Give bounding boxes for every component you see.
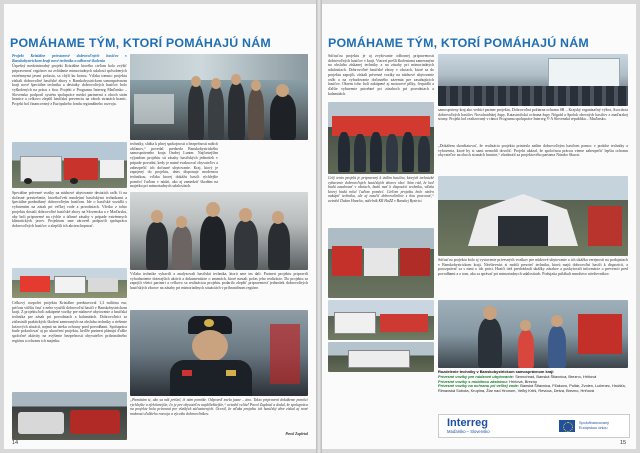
photo-vehicles-1 — [12, 142, 127, 188]
photo-vehicles-2 — [12, 392, 127, 440]
right-col2-text: samosprávny kraj ako vedúci partner projektu, Dobrovoľná požiarna ochrana SR – Krajský organizačný výbor, Asociácia dobrovoľných hasičov Novohradskej župy, Katastrofická ochrana župy Nógrád a Spolok obecných hasičov z maďarskej strany. Projekt bol realizovaný v rámci Programu spolupráce Interreg V-A Slovenská republika – Maďarsko. — [438, 108, 628, 122]
left-col2-text2: Vďaka technike vybavili a analyzovali hasičskú technika, ktorú sme im dali. Partneri projektu pripravili vyhodnotenie doterajších aktivít a dokumentácie o zmenách, ktoré nastali počas jeho realizácie. Do projektu sa zapojili všetci partneri a celkovo sa realizáciou projektu podarilo zlepšiť pripravenosť jednotiek dobrovoľných hasičských zborov na zásahy pri mimoriadnych situáciách v prihraničnom regióne. — [130, 272, 308, 291]
photo-firefighter-demo — [438, 300, 628, 368]
left-col3-text — [220, 142, 308, 190]
left-page-title: POMÁHAME TÝM, KTORÍ POMÁHAJÚ NÁM — [10, 36, 271, 50]
caption-signature: Pavol Zapletal — [285, 432, 308, 436]
photo-tent — [438, 176, 628, 256]
interreg-logo: Interreg — [447, 417, 488, 429]
right-col2-text2: „Dokážem skonštatovať, že realizácia projektu priniesla naším dobrovoľným hasičom pomoc v podobe techniky a vybavenia, ktoré by si sami nemohli dovoliť. Projekt ukázal, že spoločnou prácou vieme zabezpečiť lepšiu ochranu obyvateľov na oboch stranách hranice,“ zhodnotil za projektového partnera Nándor Skucsi. — [438, 144, 628, 158]
credits-line3-label: Prívesné vozíky na ochranu pri veľkej vode: — [438, 383, 520, 389]
interreg-subtitle: Maďarsko – Slovensko — [447, 429, 490, 434]
right-page-title: POMÁHAME TÝM, KTORÍ POMÁHAJÚ NÁM — [328, 36, 589, 50]
left-col1-para1: Úspešný medzinárodný projekt Kríziálne ktorého cieľom bolo zvýšiť pripravenosť regiónov na zvládanie mimoriadnych udalostí spôsobených extrémnymi javmi počasia, sa chýli ku koncu. Vďaka tomuto projektu získali dobrovoľné hasičské zbory v Banskobystrickom samosprávnom kraji nové špeciálne technika a desiatky dobrovoľných hasičov bolo vyškolených na prácu s ňou. Projekt z Programu Interreg Maďarsko – Slovensko podporil systém spolupráce medzi partnermi z oboch strán hranice a celkovo zlepšil hasičskú prevenciu na oboch stranách hraníc. Projekt bol financovaný z Európskeho fondu regionálneho rozvoja. — [12, 64, 127, 107]
credits-line1-label: Prívesné vozíky pre núdzové ubytovanie: — [438, 373, 515, 379]
right-page — [322, 4, 636, 449]
right-page-number: 15 — [620, 440, 627, 446]
left-page-number: 14 — [12, 440, 19, 446]
credits-box — [438, 370, 628, 410]
photo-firefighters-group — [328, 102, 434, 174]
photo-conference — [438, 54, 628, 106]
right-col1-text2: Súčasťou projektu bolo aj vystavenie prívesných vozíkov pre núdzové ubytovanie a ich ukážka verejnosti na podujatiach v Banskobystrickom kraji. Návštevníci si mohli prezrieť techniku, ktorú majú dobrovoľní hasiči k dispozícii, a porozprávať sa s nimi o ich práci. Hasiči tiež predvádzali ukážky zásahov a poskytovali informácie o prevencii pred povodňami a o tom, ako sa správať pri mimoriadnych udalostiach. Podujatia prilákali množstvo návštevníkov. — [438, 258, 628, 277]
left-col2-text: techniky, slúžia k plnej spokojnosti a bezpečnosti našich občanov,“ povedal predseda Banskobystrického samosprávneho kraja Ondrej Lunter. Najčastejším výjazdom projektu sú zásahy hasičských jednotiek v prípade povodní, kedy je nutné evakuovať obyvateľov a zabezpečiť ich dočasné ubytovanie. Kraj, ktorý je zapojený do projektu, dnes disponuje modernou technikou, vďaka ktorej dokážu hasiči rýchlejšie pomôcť ľuďom v núdzi, ako aj zamedziť škodám na majetku pri mimoriadnych udalostiach. — [130, 142, 218, 189]
credits-line1-value: Sennohrad, Banská Štiavnica, Brezno, Hriňová — [515, 373, 597, 379]
photo-fire-chief — [130, 310, 308, 396]
right-caption-tent: Celý tento projekt je pripravený k úsilím hasičov, ktorých technické vybavenie dobrovoľných hasičských zborov obcí. Súm rád, že keď budú zasahovať v obciach, budú mať k dispozícii techniku, vďaka ktorej budú môcť ľuďom pomôcť. Cieľom projektu bolo nielen nakúpiť techniku, ale aj naučiť dobrovoľníkov s ňou pracovať,“ uviedol Dušan Hancko, náčelník KR HaZZ v Banskej Bystrici. — [328, 176, 434, 203]
eu-label: Spolufinancovaný Európskou úniou — [579, 421, 609, 430]
left-page — [4, 4, 316, 449]
right-col1-text: Súčasťou projektu je aj zvyšovanie odbornej pripravenosti dobrovoľných hasičov v kraji. Viacerí prešli školeniami zameraným na obsluhu získanej techniky a na zásahy pri mimoriadnych udalostiach. Dobrovoľné hasičské zbory v obciach, ktoré sa do projektu zapojili, získali prívesné vozíky na núdzové ubytovanie osôb a na vybudovanie dočasného zázemia pre zasahujúcich hasičov. Okrem toho boli zakúpené aj motorové pílky, čerpadlá a ďalšie vybavenie potrebné pri zásahoch pri povodniach a kalamitách. — [328, 54, 434, 96]
left-caption-chief — [130, 398, 308, 432]
eu-flag-icon — [559, 420, 575, 432]
credits-line2-label: Prívesné vozíky s mobilnou zástavou: — [438, 378, 509, 384]
credits-line2-value: Hriňová, Brezno — [509, 378, 538, 384]
left-lead: Projekt Kríziálne priestorové dobrovoľných hasičov v Banskobystrickom kraji nové technika a odborné školenia — [12, 54, 127, 63]
left-col1-text — [12, 54, 127, 138]
credits-title: Rozdelenie techniky v Banskobystrickom samosprávnom kraji — [438, 369, 554, 374]
left-col1-text3: Celkový rozpočet projektu Kríziálne predstavoval 1,3 milióna eur, pričom väčšiu časť z neho využili dobrovoľní hasiči v Banskobystrickom kraji. Z projektu boli zakúpené vozíky pre núdzové ubytovanie a hasičská technika pre zásah pri povodniach a kalamitách. Dobrovoľníci sa zúčastnili praktických školení zameraných na obsluhu techniky a riešenie krízových situácií, najmä na úseku ochrany pred povodňami. Spolupráca bude pokračovať aj po ukončení projektu, keďže partneri plánujú ďalšie spoločné aktivity na zvýšenie bezpečnosti obyvateľov prihraničného regiónu a ochranu ich majetku. — [12, 301, 127, 343]
photo-event-people — [130, 54, 308, 140]
photo-trailer-2 — [328, 342, 434, 372]
photo-trailers — [12, 268, 127, 298]
photo-wagons — [328, 300, 434, 340]
photo-vehicle-lineup — [328, 228, 434, 298]
credits-line3-value: Banská Štiavnica, Fiľakovo, Poltár, Zvolen, Lučenec, Hnúšťa, Rimavská Sobota, Krupina, Žiar nad Hronom, Veľký Krtíš, Revúca, Detva, Brezno, Hriňová — [438, 383, 626, 394]
caption-chief-text: „Pamätám si, ako sa náš prišiel, či nám pomôže. Odpoveď znela jasne – áno. Takto pripravení dokážeme pomôcť rýchlejšie a efektívnejšie, čo je pre obyvateľov najdôležitejšie,“ uviedol veliteľ Pavol Zapletal a dodal, že spolupráca na projekte bola prínosná pre všetkých zúčastnených. Ocenil, že vďaka projektu ich hasičský zbor získal aj nové možnosti ďalšieho rozvoja a výcviku dobrovoľníkov. — [130, 398, 308, 416]
left-col1-text2: Špeciálne prívesné vozíky na núdzové ubytovanie desiatich osôb či na dočasné prestrešenie, ktorékoľvek mnohými hasičskými technikami a špeciálne prednášaný dobrovoľným hasičom. Ide o hasičské vozidlá s vybavením na zásah pri veľkej vode a povodniach. Všetko z tohto projektu dostali dobrovoľné hasičské zbory na Slovensku a v Maďarsku, aby boli pripravené na rýchle a účinné zásahy v prípade extrémnych klimatických javov. Projektom sme zároveň podporili spoluprácu dobrovoľných hasičov a zlepšili ich akcieschopnosť. — [12, 191, 127, 228]
logo-strip — [438, 414, 630, 438]
photo-officials — [130, 192, 308, 270]
